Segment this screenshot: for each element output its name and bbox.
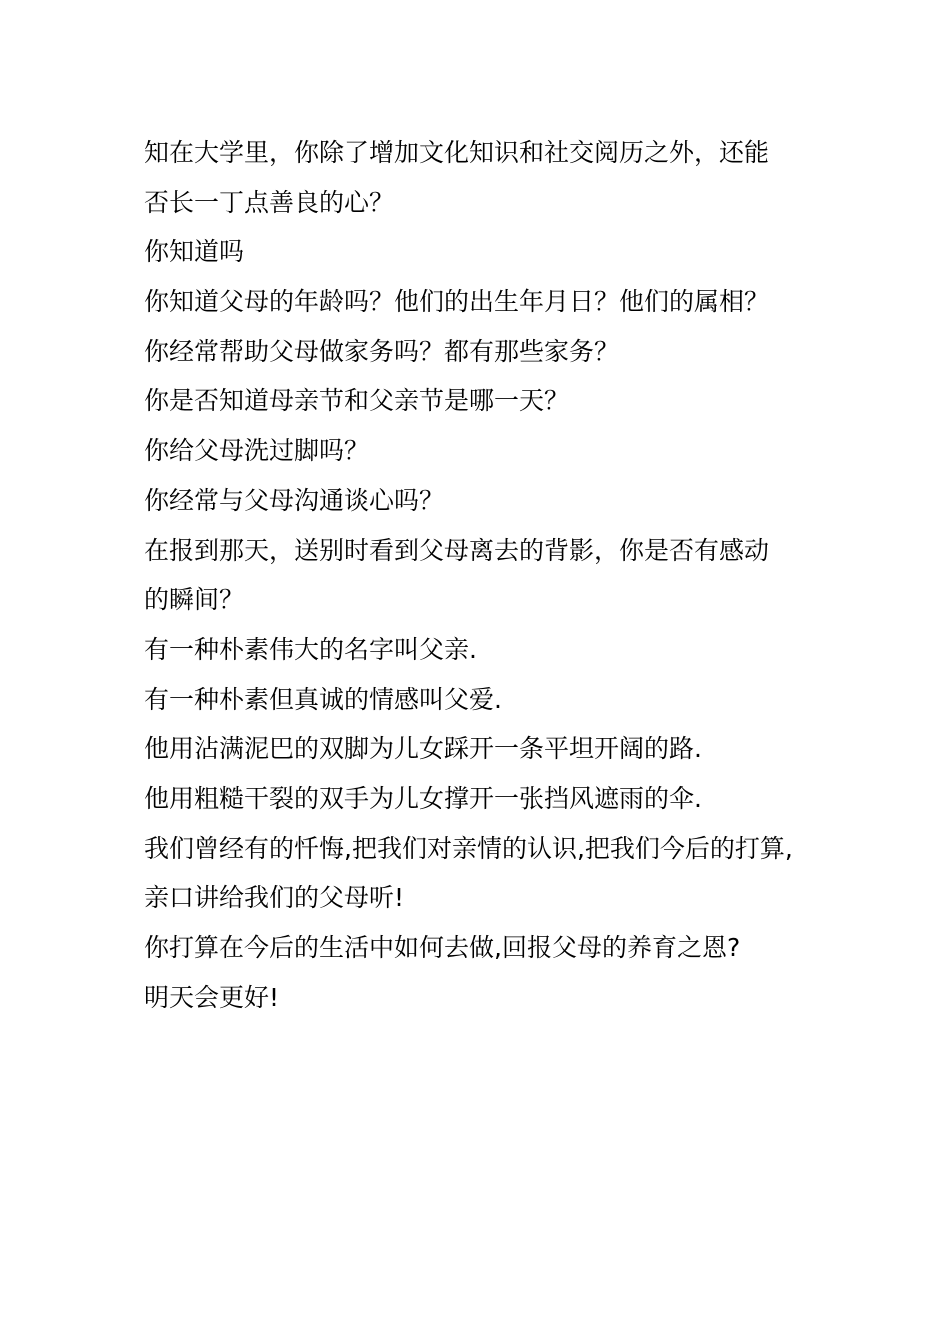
text-line: 我们曾经有的忏悔,把我们对亲情的认识,把我们今后的打算, bbox=[144, 833, 793, 863]
text-line: 你是否知道母亲节和父亲节是哪一天？ bbox=[144, 386, 570, 416]
text-line: 他用沾满泥巴的双脚为儿女踩开一条平坦开阔的路. bbox=[144, 734, 702, 764]
text-line: 你经常与父母沟通谈心吗？ bbox=[144, 485, 445, 515]
text-line: 否长一丁点善良的心？ bbox=[144, 187, 395, 217]
text-line: 有一种朴素但真诚的情感叫父爱. bbox=[144, 684, 502, 714]
text-line: 你知道吗 bbox=[144, 237, 245, 267]
text-line: 你打算在今后的生活中如何去做,回报父母的养育之恩? bbox=[144, 933, 741, 962]
text-line: 亲口讲给我们的父母听! bbox=[144, 883, 405, 913]
text-line: 在报到那天，送别时看到父母离去的背影，你是否有感动 bbox=[144, 535, 770, 565]
text-line: 知在大学里，你除了增加文化知识和社交阅历之外，还能 bbox=[144, 138, 770, 167]
text-line: 有一种朴素伟大的名字叫父亲. bbox=[144, 634, 477, 664]
text-line: 你经常帮助父母做家务吗？都有那些家务？ bbox=[144, 336, 620, 366]
text-line: 他用粗糙干裂的双手为儿女撑开一张挡风遮雨的伞. bbox=[144, 783, 702, 813]
text-line: 明天会更好! bbox=[144, 982, 280, 1012]
text-line: 你知道父母的年龄吗？他们的出生年月日？他们的属相？ bbox=[144, 287, 770, 317]
document-body bbox=[144, 128, 824, 1022]
text-line: 你给父母洗过脚吗？ bbox=[144, 436, 370, 466]
text-line: 的瞬间？ bbox=[144, 585, 245, 615]
